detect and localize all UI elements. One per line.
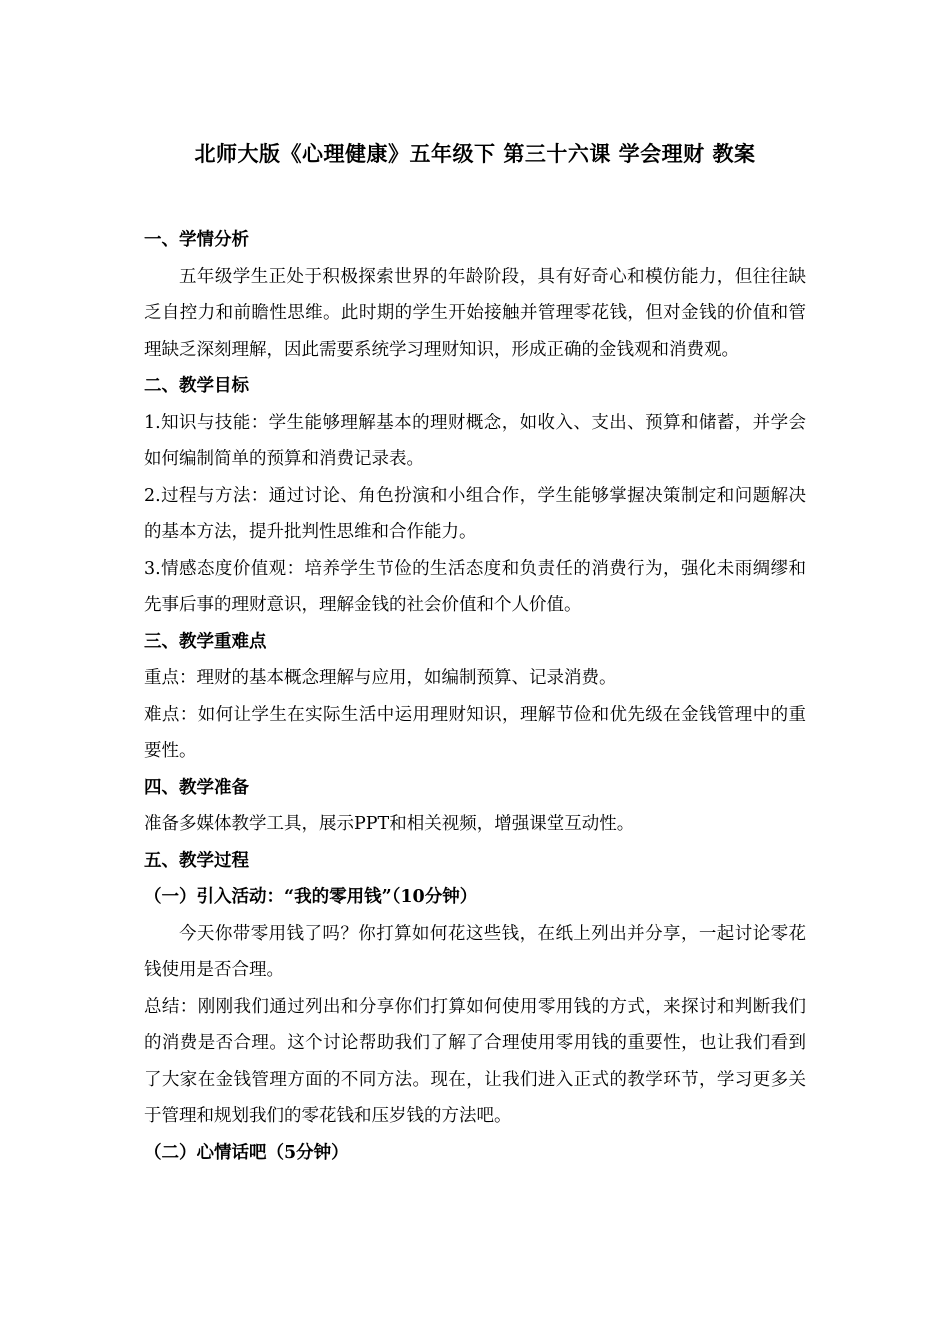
process-part1-summary: 总结：刚刚我们通过列出和分享你们打算如何使用零用钱的方式，来探讨和判断我们的消费是否合理。这个讨论帮助我们了解了合理使用零用钱的重要性，也让我们看到了大家在金钱管理方面的不同方法。现在，让我们进入正式的教学环节，学习更多关于管理和规划我们的零花钱和压岁钱的方法吧。 xyxy=(144,996,806,1126)
goal-item: 3.情感态度价值观：培养学生节俭的生活态度和负责任的消费行为，强化未雨绸缪和先事后事的理财意识，理解金钱的社会价值和个人价值。 xyxy=(144,558,806,615)
process-part1-title: （一）引入活动：“我的零用钱”（10分钟） xyxy=(144,887,478,907)
section-heading-preparation: 四、教学准备 xyxy=(144,777,249,798)
section-heading-key-points: 三、教学重难点 xyxy=(144,631,267,652)
goal-item: 1.知识与技能：学生能够理解基本的理财概念，如收入、支出、预算和储蓄，并学会如何编制简单的预算和消费记录表。 xyxy=(144,412,806,469)
analysis-paragraph: 五年级学生正处于积极探索世界的年龄阶段，具有好奇心和模仿能力，但往往缺乏自控力和前瞻性思维。此时期的学生开始接触并管理零花钱，但对金钱的价值和管理缺乏深刻理解，因此需要系统学习理财知识，形成正确的金钱观和消费观。 xyxy=(144,266,806,360)
section-heading-process: 五、教学过程 xyxy=(144,850,249,871)
process-part2-title: （二）心情话吧（5分钟） xyxy=(144,1142,349,1163)
key-point: 重点：理财的基本概念理解与应用，如编制预算、记录消费。 xyxy=(144,668,617,688)
goal-item: 2.过程与方法：通过讨论、角色扮演和小组合作，学生能够掌握决策制定和问题解决的基本方法，提升批判性思维和合作能力。 xyxy=(144,485,806,542)
process-part1-paragraph: 今天你带零用钱了吗？你打算如何花这些钱，在纸上列出并分享，一起讨论零花钱使用是否合理。 xyxy=(144,923,806,980)
section-heading-goals: 二、教学目标 xyxy=(144,376,249,396)
difficulty-point: 难点：如何让学生在实际生活中运用理财知识，理解节俭和优先级在金钱管理中的重要性。 xyxy=(144,704,806,761)
page-title: 北师大版《心理健康》五年级下 第三十六课 学会理财 教案 xyxy=(194,141,756,166)
preparation-paragraph: 准备多媒体教学工具，展示PPT和相关视频，增强课堂互动性。 xyxy=(144,814,635,834)
section-heading-analysis: 一、学情分析 xyxy=(144,230,249,250)
document-body xyxy=(144,222,806,1171)
